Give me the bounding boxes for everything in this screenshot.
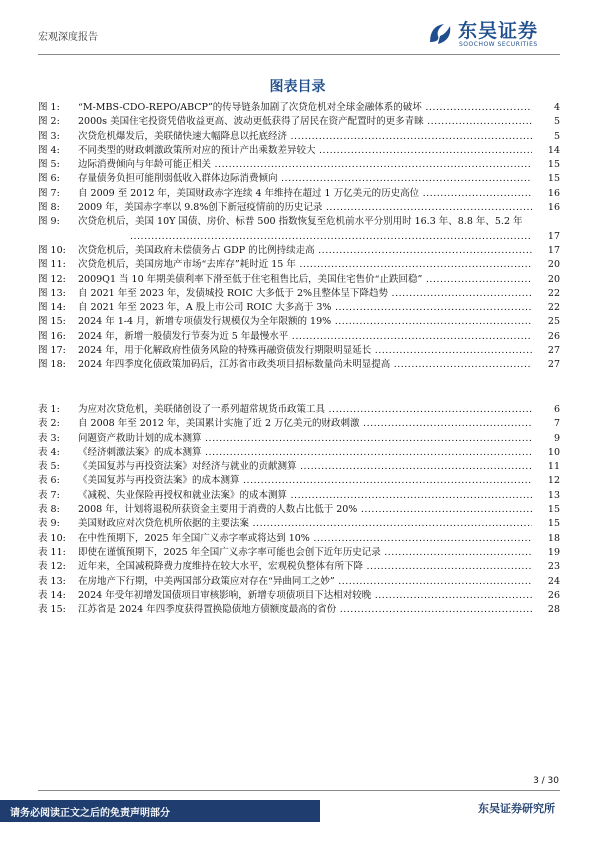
figure-entry-title: 次贷危机后，美国房地产市场“去库存”耗时近 15 年 ..... bbox=[78, 258, 532, 272]
figure-entry-label: 图 14: bbox=[38, 302, 66, 314]
figure-entry-label: 图 13: bbox=[38, 287, 66, 299]
figure-entry[interactable] bbox=[38, 258, 560, 272]
figure-entry-label: 图 1: bbox=[38, 102, 60, 113]
table-entry-page: 19 bbox=[538, 546, 560, 560]
table-entry[interactable] bbox=[38, 575, 560, 589]
table-entry[interactable] bbox=[38, 489, 560, 503]
figure-entry[interactable] bbox=[38, 301, 560, 315]
figure-entry-title: 自 2009 至 2012 年，美国财政赤字连续 4 年维持在超过 1 万亿美元的历史高位 ..... bbox=[78, 187, 532, 201]
page-title: 图表目录 bbox=[269, 79, 326, 95]
table-entry-label: 表 13: bbox=[38, 575, 66, 587]
figure-entry[interactable] bbox=[38, 158, 560, 172]
figure-entry-title: 2009 年，美国赤字率以 9.8%创下新冠疫情前的历史记录 ..... bbox=[78, 201, 532, 215]
figure-entry-leader-dots bbox=[130, 230, 532, 244]
figure-entry-label: 图 17: bbox=[38, 345, 66, 357]
table-entry-label: 表 6: bbox=[38, 475, 60, 487]
figure-entry[interactable] bbox=[38, 201, 560, 215]
figure-entry-title: 2024 年，新增一般债发行节奏为近 5 年最慢水平 ..... bbox=[78, 330, 532, 344]
table-entry-title: 问题资产救助计划的成本测算 ..... bbox=[78, 432, 532, 446]
figure-entry-title: 自 2021 年至 2023 年，A 股上市公司 ROIC 大多高于 3% ..... bbox=[78, 301, 532, 315]
figure-entry-label: 图 9: bbox=[38, 216, 60, 228]
table-entry-page: 12 bbox=[538, 474, 560, 488]
footer-disclaimer: 请务必阅读正文之后的免责声明部分 bbox=[10, 808, 170, 819]
table-entry-title: 《经济刺激法案》的成本测算 ..... bbox=[78, 446, 532, 460]
table-entry-label: 表 2: bbox=[38, 418, 60, 430]
table-entry[interactable] bbox=[38, 546, 560, 560]
table-entry-page: 6 bbox=[538, 403, 560, 417]
figure-entry[interactable] bbox=[38, 115, 560, 129]
table-entry-label: 表 15: bbox=[38, 604, 66, 616]
table-entry-title: 江苏省是 2024 年四季度获得置换隐债地方债额度最高的省份 ..... bbox=[78, 603, 532, 617]
figure-entry-label: 图 5: bbox=[38, 159, 60, 171]
figure-entry-title: 自 2021 年至 2023 年，发债城投 ROIC 大多低于 2%且整体呈下降趋势 ..... bbox=[78, 287, 532, 301]
figure-entry-title: 边际消费倾向与年龄可能正相关 ..... bbox=[78, 158, 532, 172]
figure-entry[interactable] bbox=[38, 330, 560, 344]
figure-entry-label: 图 4: bbox=[38, 144, 60, 156]
table-entry-page: 15 bbox=[538, 517, 560, 531]
figure-entry-page: 20 bbox=[538, 258, 560, 272]
table-entry[interactable] bbox=[38, 532, 560, 546]
figure-entry[interactable] bbox=[38, 244, 560, 258]
figure-entry-label: 图 8: bbox=[38, 202, 60, 214]
figure-entry-title: 次贷危机后，美国政府未偿债务占 GDP 的比例持续走高 ..... bbox=[78, 244, 532, 258]
table-entry-label: 表 4: bbox=[38, 446, 60, 458]
table-entry[interactable] bbox=[38, 517, 560, 531]
figure-entry-page: 25 bbox=[538, 315, 560, 329]
figure-entry-label: 图 18: bbox=[38, 359, 66, 371]
figure-entry[interactable] bbox=[38, 172, 560, 186]
table-entry-label: 表 3: bbox=[38, 432, 60, 444]
table-entry[interactable] bbox=[38, 460, 560, 474]
figure-entry[interactable] bbox=[38, 215, 560, 244]
figure-entry-title: 2024 年 1-4 月，新增专项债发行规模仅为全年限额的 19% ..... bbox=[78, 315, 532, 329]
figure-entry[interactable] bbox=[38, 344, 560, 358]
logo-text-en: SOOCHOW SECURITIES bbox=[459, 41, 538, 48]
table-entry-page: 10 bbox=[538, 446, 560, 460]
table-entry-title: 即使在谨慎预期下，2025 年全国广义赤字率可能也会创下近年历史记录 ..... bbox=[78, 546, 532, 560]
figure-entry-label: 图 11: bbox=[38, 259, 66, 271]
table-entry-title: 在房地产下行期，中美两国部分政策应对存在“异曲同工之妙” ..... bbox=[78, 575, 532, 589]
table-entry-label: 表 10: bbox=[38, 532, 66, 544]
figure-entry-label: 图 6: bbox=[38, 173, 60, 185]
figure-entry[interactable] bbox=[38, 273, 560, 287]
table-entry-page: 24 bbox=[538, 575, 560, 589]
figure-entry[interactable] bbox=[38, 315, 560, 329]
figure-entry-page: 20 bbox=[538, 273, 560, 287]
figure-entry-title: 2024 年四季度化债政策加码后，江苏省市政类项目招标数量尚未明显提高 ..... bbox=[78, 358, 532, 372]
figure-entry-page: 15 bbox=[538, 172, 560, 186]
figure-entry-page: 4 bbox=[538, 101, 560, 115]
table-entry-page: 28 bbox=[538, 603, 560, 617]
figure-entry-label: 图 15: bbox=[38, 316, 66, 328]
footer-divider bbox=[38, 790, 560, 791]
logo-text-cn: 东吴证券 bbox=[458, 20, 539, 42]
table-entry-label: 表 9: bbox=[38, 518, 60, 530]
soochow-logo-icon bbox=[424, 18, 454, 48]
table-entry-title: 《美国复苏与再投资法案》对经济与就业的贡献测算 ..... bbox=[78, 460, 532, 474]
figure-entry-title: 不同类型的财政刺激政策所对应的预计产出乘数差异较大 ..... bbox=[78, 144, 532, 158]
figure-entry-page: 22 bbox=[538, 287, 560, 301]
table-entry-page: 18 bbox=[538, 532, 560, 546]
figure-entry-label: 图 7: bbox=[38, 187, 60, 199]
figure-entry[interactable] bbox=[38, 358, 560, 372]
table-entry-page: 23 bbox=[538, 560, 560, 574]
table-entry-page: 13 bbox=[538, 489, 560, 503]
table-entry[interactable] bbox=[38, 503, 560, 517]
figure-entry-page: 14 bbox=[538, 144, 560, 158]
table-entry-label: 表 11: bbox=[38, 546, 66, 558]
figure-entry-page: 17 bbox=[538, 244, 560, 258]
figure-entry-title: 存量债务负担可能削弱低收入群体边际消费倾向 ..... bbox=[78, 172, 532, 186]
figure-entry-title: “M-MBS-CDO-REPO/ABCP”的传导链条加剧了次贷危机对全球金融体系的破坏 ..... bbox=[78, 101, 532, 115]
figure-entry-page: 22 bbox=[538, 301, 560, 315]
figure-entry-page: 5 bbox=[538, 115, 560, 129]
figure-entry-page: 16 bbox=[538, 201, 560, 215]
figure-entry-page: 16 bbox=[538, 187, 560, 201]
table-entry-label: 表 7: bbox=[38, 489, 60, 501]
figure-entry[interactable] bbox=[38, 101, 560, 115]
figure-entry-page: 15 bbox=[538, 158, 560, 172]
table-entry[interactable] bbox=[38, 474, 560, 488]
table-entry-title: 《美国复苏与再投资法案》的成本测算 ..... bbox=[78, 474, 532, 488]
table-list bbox=[38, 403, 560, 617]
table-entry-title: 近年来，全国减税降费力度维持在较大水平，宏观税负整体有所下降 ..... bbox=[78, 560, 532, 574]
table-entry-title: 在中性预期下，2025 年全国广义赤字率或将达到 10% ..... bbox=[78, 532, 532, 546]
table-entry-title: 为应对次贷危机，美联储创设了一系列超常规货币政策工具 ..... bbox=[78, 403, 532, 417]
table-entry[interactable] bbox=[38, 446, 560, 460]
figure-entry-title: 2000s 美国住宅投资凭借收益更高、波动更低获得了居民在资产配置时的更多青睐 ..... bbox=[78, 115, 532, 129]
figure-entry-label: 图 10: bbox=[38, 244, 66, 256]
page-number: 3 / 30 bbox=[533, 776, 559, 786]
table-entry-label: 表 8: bbox=[38, 504, 60, 516]
figure-entry-page: 26 bbox=[538, 330, 560, 344]
table-entry-title: 《减税、失业保险再授权和就业法案》的成本测算 ..... bbox=[78, 489, 532, 503]
table-entry-label: 表 1: bbox=[38, 404, 60, 415]
figure-entry-label: 图 2: bbox=[38, 116, 60, 128]
table-entry[interactable] bbox=[38, 589, 560, 603]
table-entry-page: 15 bbox=[538, 503, 560, 517]
table-entry-label: 表 5: bbox=[38, 461, 60, 473]
figure-entry-label: 图 12: bbox=[38, 273, 66, 285]
figure-entry-page: 17 bbox=[538, 230, 560, 244]
table-entry-page: 11 bbox=[538, 460, 560, 474]
figure-entry-page: 5 bbox=[538, 130, 560, 144]
figure-entry-title: 次贷危机爆发后，美联储快速大幅降息以托底经济 ..... bbox=[78, 130, 532, 144]
table-entry-page: 7 bbox=[538, 417, 560, 431]
table-entry[interactable] bbox=[38, 560, 560, 574]
figure-entry-page: 27 bbox=[538, 344, 560, 358]
table-entry-title: 2024 年受年初增发国债项目审核影响，新增专项债项目下达相对较晚 ..... bbox=[78, 589, 532, 603]
figure-entry-title: 2024 年，用于化解政府性债务风险的特殊再融资债发行期限明显延长 ..... bbox=[78, 344, 532, 358]
figure-entry[interactable] bbox=[38, 287, 560, 301]
figure-list bbox=[38, 101, 560, 373]
table-entry[interactable] bbox=[38, 432, 560, 446]
figure-entry[interactable] bbox=[38, 144, 560, 158]
figure-entry[interactable] bbox=[38, 187, 560, 201]
header-section-label: 宏观深度报告 bbox=[38, 32, 98, 43]
figure-entry-page: 27 bbox=[538, 358, 560, 372]
table-entry-page: 26 bbox=[538, 589, 560, 603]
figure-entry-title: 次贷危机后，美国 10Y 国债、房价、标普 500 指数恢复至危机前水平分别用时 16.3 年、8.8 年、5.2 年 bbox=[78, 216, 523, 228]
brand-logo bbox=[424, 14, 560, 54]
table-entry[interactable] bbox=[38, 603, 560, 617]
figure-entry-label: 图 16: bbox=[38, 330, 66, 342]
figure-entry[interactable] bbox=[38, 130, 560, 144]
table-entry-page: 9 bbox=[538, 432, 560, 446]
table-entry[interactable] bbox=[38, 417, 560, 431]
table-entry-label: 表 14: bbox=[38, 589, 66, 601]
table-entry-title: 自 2008 年至 2012 年，美国累计实施了近 2 万亿美元的财政刺激 ..... bbox=[78, 417, 532, 431]
table-entry-title: 2008 年，计划将退税所获资金主要用于消费的人数占比低于 20% ..... bbox=[78, 503, 532, 517]
table-entry-label: 表 12: bbox=[38, 561, 66, 573]
footer-institute: 东吴证券研究所 bbox=[478, 802, 555, 815]
figure-entry-title: 2009Q1 当 10 年期美债利率下滑至低于住宅租售比后，美国住宅售价“止跌回稳” ..... bbox=[78, 273, 532, 287]
table-entry[interactable] bbox=[38, 403, 560, 417]
table-entry-title: 美国财政应对次贷危机所依据的主要法案 ..... bbox=[78, 517, 532, 531]
figure-entry-label: 图 3: bbox=[38, 130, 60, 142]
header-divider bbox=[38, 54, 560, 55]
